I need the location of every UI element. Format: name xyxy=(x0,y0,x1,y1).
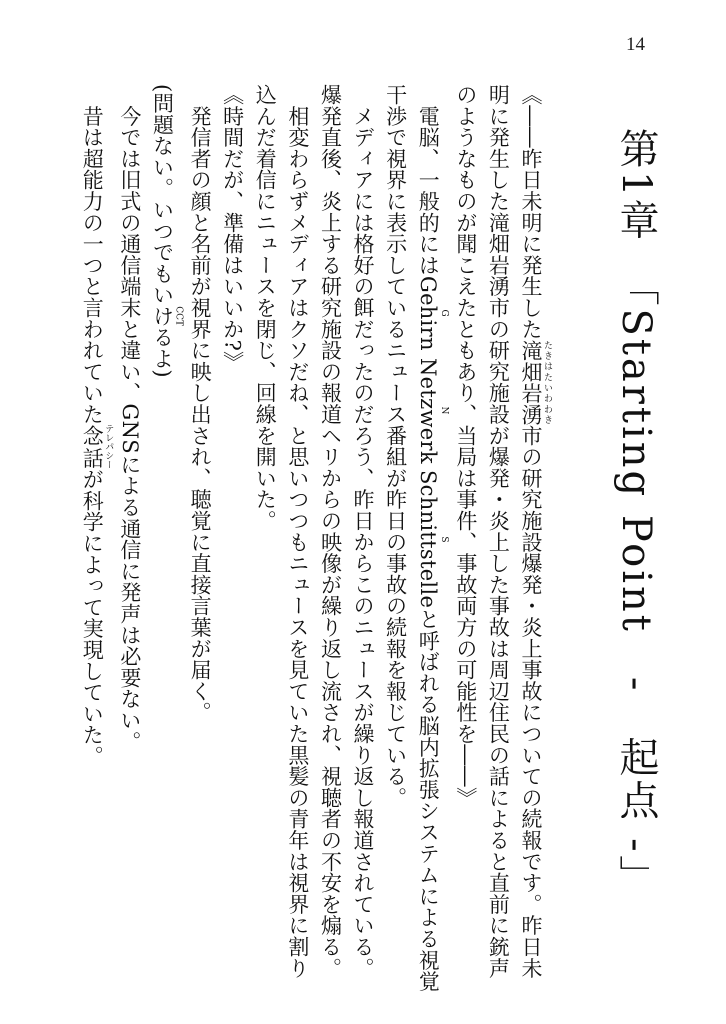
body-text xyxy=(80,84,552,996)
page-number: 14 xyxy=(626,34,645,55)
body-paragraph xyxy=(113,84,146,996)
ruby-annotation xyxy=(416,357,450,464)
ruby-text: N xyxy=(439,357,450,464)
text-run: 昔は超能力の一つと言われていた xyxy=(80,84,105,425)
ruby-base: Netzwerk xyxy=(416,357,441,464)
chapter-title: 第1章 「Starting Point - 起点 -」 xyxy=(613,128,659,898)
ruby-text: たきはたいわわき xyxy=(542,339,552,425)
ruby-base: Schnittstelle xyxy=(416,470,441,609)
ruby-annotation xyxy=(416,275,450,351)
ruby-base: 滝畑岩湧 xyxy=(519,339,543,425)
body-paragraph xyxy=(146,84,184,996)
body-paragraph xyxy=(449,84,552,996)
text-run: 《――昨日未明に発生した xyxy=(519,84,543,340)
text-run: 市の研究施設爆発・炎上事故についての続報です。昨日未明に発生した滝畑岩湧市の研究施設が爆発・炎上した事故は周辺住民の話によると直前に銃声のようなものが聞こえたともあり、当局は事件、事故両方の可能性を――》 xyxy=(453,84,543,979)
ruby-annotation xyxy=(80,424,114,470)
ruby-text: S xyxy=(439,470,450,609)
body-paragraph xyxy=(76,84,114,996)
text-run: 今では旧式の通信端末と違い、GNSによる通信に発声は必要ない。 xyxy=(117,84,142,753)
ruby-text: CCT xyxy=(173,284,184,349)
text-run: メディアには格好の餌だったのだろう、昨日からこのニュースが繰り返し報道されている。爆発直後、炎上する研究施設の報道ヘリからの映像が繰り返し流され、視聴者の不安を煽る。 xyxy=(318,84,376,979)
text-run: 発信者の顔と名前が視界に映し出され、聴覚に直接言葉が届く。 xyxy=(188,84,213,723)
ruby-base: Gehirn xyxy=(416,275,441,351)
body-paragraph xyxy=(216,84,249,996)
body-paragraph xyxy=(314,84,379,996)
ruby-annotation xyxy=(416,470,450,609)
ruby-base: 念話 xyxy=(80,424,105,470)
body-paragraph xyxy=(249,84,314,996)
text-run: 電脳、一般的には xyxy=(416,84,441,276)
ruby-base: いける xyxy=(150,284,175,349)
text-run: と呼ばれる脳内拡張システムによる視覚干渉で視界に表示しているニュース番組が昨日の事故の続報を報じている。 xyxy=(383,84,441,992)
body-paragraph xyxy=(379,84,449,996)
text-run: よ) xyxy=(150,348,175,378)
ruby-annotation xyxy=(150,284,184,349)
body-paragraph xyxy=(183,84,216,996)
text-run: (問題ない。いつでも xyxy=(150,84,175,285)
ruby-annotation xyxy=(519,339,552,425)
text-run: 《時間だが、準備はいいか?》 xyxy=(220,84,245,373)
text-run xyxy=(416,351,440,358)
ruby-text: テレパシー xyxy=(103,424,114,470)
text-run: が科学によって実現していた。 xyxy=(80,468,105,767)
text-run: 相変わらずメディアはクソだね、と思いつつもニュースを見ていた黒髪の青年は視界に割り込んだ着信にニュースを閉じ、回線を開いた。 xyxy=(253,84,310,979)
ruby-text: G xyxy=(439,275,450,351)
